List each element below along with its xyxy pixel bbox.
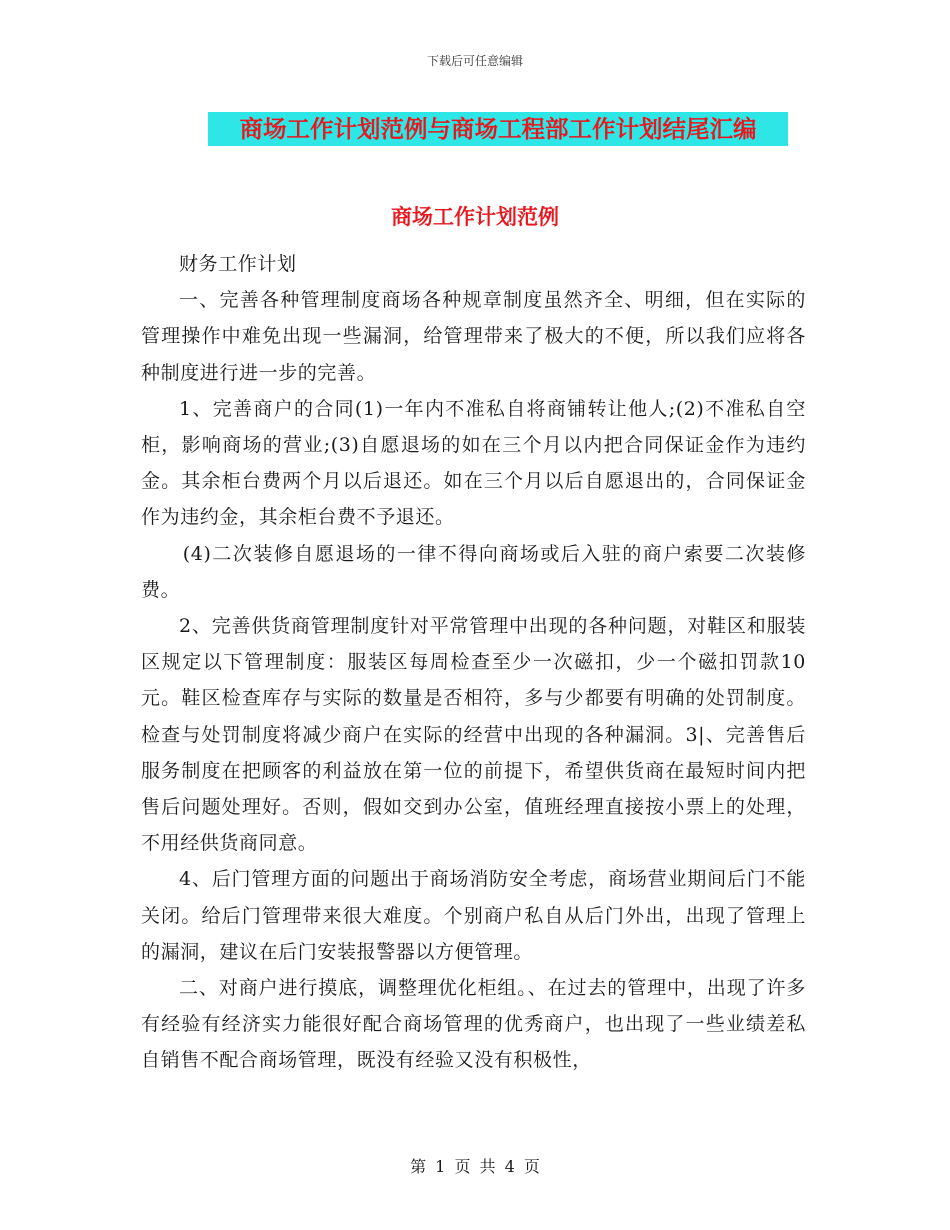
paragraph: 二、对商户进行摸底，调整理优化柜组。、在过去的管理中，出现了许多有经验有经济实力能很好配合商场管理的优秀商户，也出现了一些业绩差私自销售不配合商场管理，既没有经验又没有积极性，: [141, 977, 806, 1072]
section-title: 商场工作计划范例: [391, 205, 559, 229]
paragraph: 1、完善商户的合同(1)一年内不准私自将商铺转让他人;(2)不准私自空柜，影响商场的营业;(3)自愿退场的如在三个月以内把合同保证金作为违约金。其余柜台费两个月以后退还。如在三个月以后自愿退出的，合同保证金作为违约金，其余柜台费不予退还。: [141, 397, 806, 529]
paragraph-heading: 财务工作计划: [179, 253, 297, 275]
paragraph: 一、完善各种管理制度商场各种规章制度虽然齐全、明细，但在实际的管理操作中难免出现一些漏洞，给管理带来了极大的不便，所以我们应将各种制度进行进一步的完善。: [141, 289, 806, 384]
page-footer: 第 1 页 共 4 页: [410, 1157, 540, 1176]
paragraph: 4、后门管理方面的问题出于商场消防安全考虑，商场营业期间后门不能关闭。给后门管理带来很大难度。个别商户私自从后门外出，出现了管理上的漏洞，建议在后门安装报警器以方便管理。: [141, 868, 806, 963]
paragraph: 2、完善供货商管理制度针对平常管理中出现的各种问题，对鞋区和服装区规定以下管理制度：服装区每周检查至少一次磁扣，少一个磁扣罚款10元。鞋区检查库存与实际的数量是否相符，多与少都要有明确的处罚制度。检查与处罚制度将减少商户在实际的经营中出现的各种漏洞。3|、完善售后服务制度在把顾客的利益放在第一位的前提下，希望供货商在最短时间内把售后问题处理好。否则，假如交到办公室，值班经理直接按小票上的处理，不用经供货商同意。: [141, 615, 806, 855]
header-note: 下载后可任意编辑: [426, 54, 523, 68]
document-title: 商场工作计划范例与商场工程部工作计划结尾汇编: [208, 112, 788, 146]
paragraph: (4)二次装修自愿退场的一律不得向商场或后入驻的商户索要二次装修费。: [141, 542, 806, 601]
document-body: [141, 246, 806, 1079]
